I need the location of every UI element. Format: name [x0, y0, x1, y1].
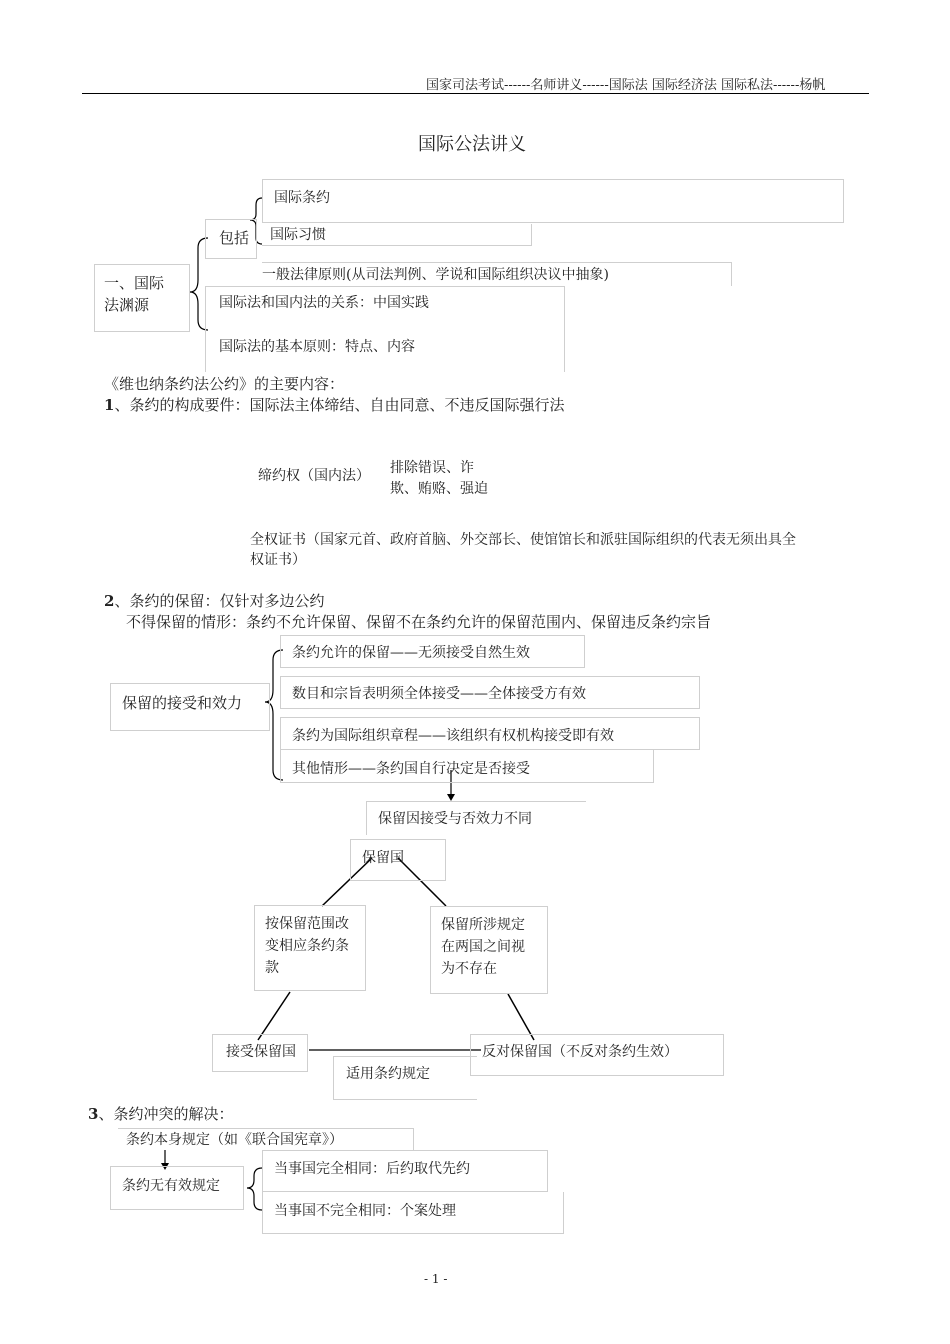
objecting-label: 反对保留国（不反对条约生效） — [482, 1044, 678, 1060]
accepting-label: 接受保留国 — [226, 1044, 296, 1060]
treaty-itself-label: 条约本身规定（如《联合国宪章》） — [126, 1132, 343, 1148]
res-item-1: 条约允许的保留——无须接受自然生效 — [292, 645, 530, 661]
res-item-2: 数目和宗旨表明须全体接受——全体接受方有效 — [292, 686, 586, 702]
custom-label: 国际习惯 — [270, 227, 326, 243]
diff-parties-label: 当事国不完全相同：个案处理 — [274, 1203, 456, 1219]
item2-text: 、条约的保留：仅针对多边公约 — [114, 592, 325, 610]
item3-heading — [88, 1103, 233, 1125]
basic-principles-label: 国际法的基本原则：特点、内容 — [219, 339, 415, 355]
item1-text: 、条约的构成要件：国际法主体缔结、自由同意、不违反国际强行法 — [114, 396, 565, 414]
item3-number: 3 — [88, 1105, 99, 1123]
page-header: 国家司法考试------名师讲义------国际法 国际经济法 国际私法------杨帆 — [426, 78, 826, 93]
source-root-label: 一、国际法渊源 — [104, 274, 165, 314]
full-powers-label: 全权证书（国家元首、政府首脑、外交部长、使馆馆长和派驻国际组织的代表无须出具全权证书） — [250, 532, 796, 568]
no-provision-label: 条约无有效规定 — [122, 1178, 220, 1194]
relation-label: 国际法和国内法的关系：中国实践 — [219, 295, 429, 311]
include-label: 包括 — [219, 229, 250, 247]
res-item-4: 其他情形——条约国自行决定是否接受 — [292, 761, 530, 777]
modify-label: 按保留范围改变相应条约条款 — [265, 916, 349, 976]
not-exist-label: 保留所涉规定在两国之间视为不存在 — [441, 917, 525, 977]
reserving-state-label: 保留国 — [362, 850, 404, 866]
item1-number: 1 — [104, 396, 115, 414]
same-parties-label: 当事国完全相同：后约取代先约 — [274, 1161, 470, 1177]
treaty-box — [262, 179, 844, 223]
exclude-label: 排除错误、诈欺、贿赂、强迫 — [390, 460, 488, 497]
item2-number: 2 — [104, 592, 115, 610]
effect-diff-label: 保留因接受与否效力不同 — [378, 811, 532, 827]
item2-heading — [104, 590, 324, 612]
page-number: - 1 - — [424, 1272, 448, 1286]
res-item-3: 条约为国际组织章程——该组织有权机构接受即有效 — [292, 728, 614, 744]
vienna-intro: 《维也纳条约法公约》的主要内容： — [104, 375, 345, 393]
no-reservation-text: 不得保留的情形：条约不允许保留、保留不在条约允许的保留范围内、保留违反条约宗旨 — [126, 613, 712, 631]
capacity-label: 缔约权（国内法） — [258, 468, 370, 484]
reservation-root-label: 保留的接受和效力 — [122, 694, 243, 712]
general-principles-label: 一般法律原则(从司法判例、学说和国际组织决议中抽象) — [262, 267, 609, 283]
page-title: 国际公法讲义 — [418, 134, 526, 155]
treaty-label: 国际条约 — [274, 190, 330, 206]
apply-label: 适用条约规定 — [346, 1066, 430, 1082]
item3-text: 、条约冲突的解决： — [98, 1105, 234, 1123]
item1-heading — [104, 394, 564, 416]
